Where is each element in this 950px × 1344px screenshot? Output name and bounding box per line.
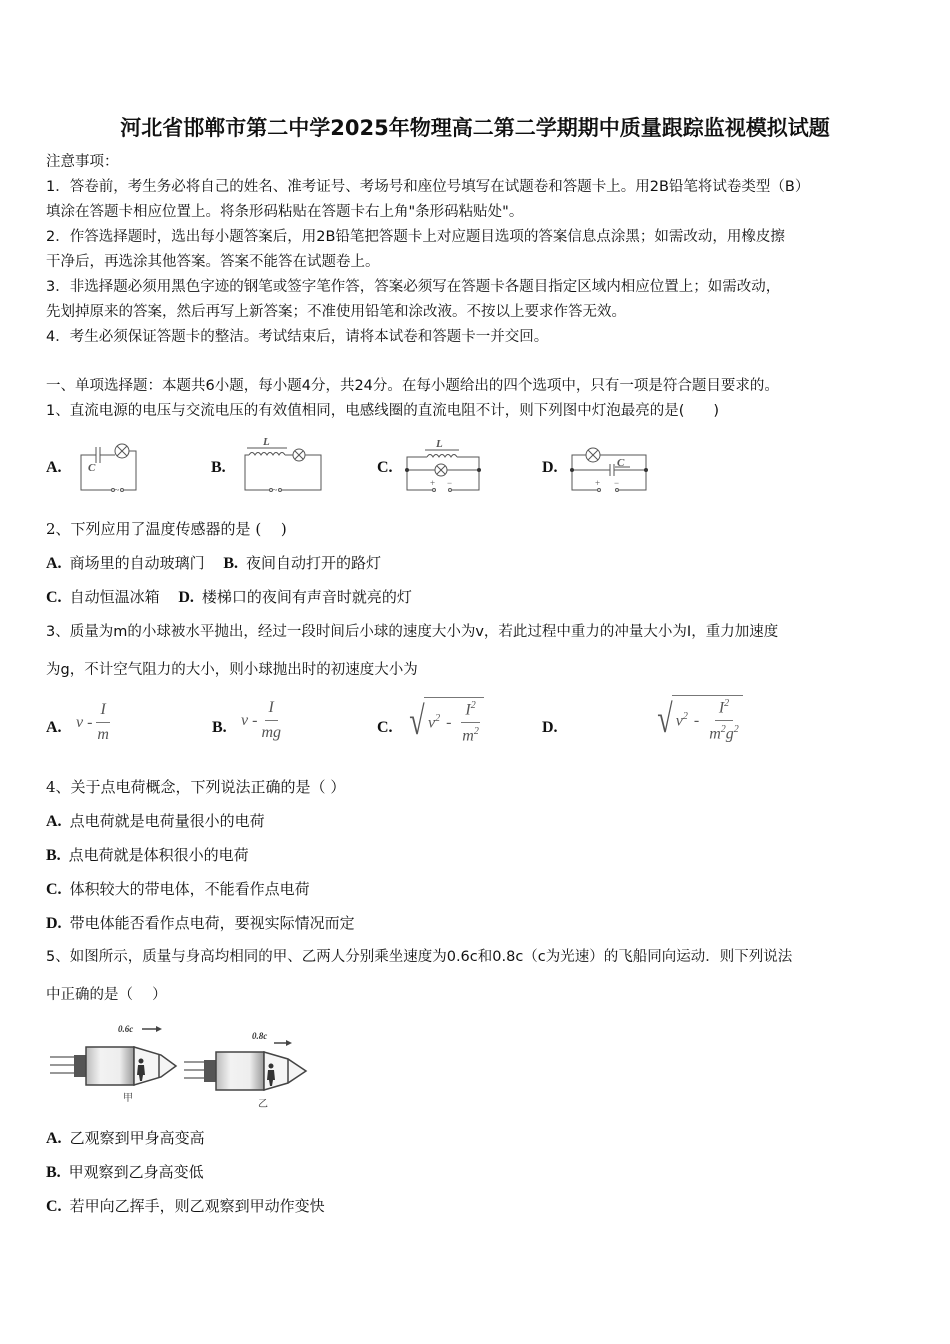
svg-text:C: C	[617, 457, 625, 469]
svg-text:C: C	[88, 462, 96, 474]
page-title: 河北省邯郸市第二中学2025年物理高二第二学期期中质量跟踪监视模拟试题	[120, 116, 830, 140]
option-a-label: A.	[46, 555, 62, 572]
option-c-label: C.	[46, 589, 62, 606]
option-b-text: 夜间自动打开的路灯	[246, 554, 382, 572]
option-c-text: 自动恒温冰箱	[69, 588, 160, 606]
svg-text:乙: 乙	[258, 1099, 268, 1110]
question-3-stem-line-1: 3、质量为m的小球被水平抛出，经过一段时间后小球的速度大小为v，若此过程中重力的冲量大小为Ⅰ，重力加速度	[46, 624, 779, 640]
question-2-options-row-2	[46, 587, 412, 608]
svg-text:0.8c: 0.8c	[252, 1031, 268, 1041]
option-a-label: A.	[46, 459, 62, 476]
question-3-stem-line-2: 为g，不计空气阻力的大小，则小球抛出时的初速度大小为	[46, 662, 418, 678]
svg-text:L: L	[263, 436, 270, 448]
question-5-option-c: C. 若甲向乙挥手，则乙观察到甲动作变快	[46, 1197, 325, 1215]
svg-text:−: −	[447, 478, 453, 488]
notice-line: 2．作答选择题时，选出每小题答案后，用2B铅笔把答题卡上对应题目选项的答案信息点涂黑；如需改动，用橡皮擦	[46, 229, 785, 245]
spaceships-figure	[46, 1015, 336, 1110]
inductor-parallel-lamp-circuit-icon	[403, 433, 488, 495]
svg-text:0.6c: 0.6c	[118, 1024, 134, 1034]
notice-line: 3．非选择题必须用黑色字迹的钢笔或签字笔作答，答案必须写在答题卡各题目指定区域内相应位置上；如需改动，	[46, 279, 781, 295]
option-b-formula: v - $\frac{I}{mg}$	[241, 699, 281, 741]
question-2-stem: 2、下列应用了温度传感器的是 ( )	[46, 520, 287, 538]
spaceship-1-icon	[50, 1024, 176, 1104]
sqrt-icon: √	[657, 696, 673, 742]
svg-text:+: +	[430, 478, 436, 488]
question-1-stem: 1、直流电源的电压与交流电压的有效值相同，电感线圈的直流电阻不计，则下列图中灯泡最亮的是( )	[46, 403, 720, 419]
lamp-parallel-capacitor-circuit-icon	[568, 433, 653, 495]
capacitor-lamp-circuit-icon	[76, 433, 176, 495]
question-1-options	[46, 433, 916, 495]
option-d-label: D.	[542, 459, 558, 476]
option-d-formula: √ $v^2$ - $\frac{I^2}{m^2g^2}$	[654, 695, 743, 744]
option-d-label: D.	[178, 589, 194, 606]
question-4-option-d: D. 带电体能否看作点电荷，要视实际情况而定	[46, 914, 355, 932]
spaceship-2-icon	[184, 1031, 306, 1110]
svg-text:+: +	[595, 478, 601, 488]
svg-text:~: ~	[114, 485, 120, 495]
option-d-label: D.	[542, 719, 558, 736]
inductor-lamp-circuit-icon	[241, 433, 331, 495]
option-a-text: 商场里的自动玻璃门	[69, 554, 205, 572]
question-5-stem-line-2: 中正确的是（ ）	[46, 987, 167, 1003]
option-b-label: B.	[223, 555, 239, 572]
option-c-label: C.	[377, 459, 393, 476]
question-5-stem-line-1: 5、如图所示，质量与身高均相同的甲、乙两人分别乘坐速度为0.6c和0.8c（c为光速）的飞船同向运动．则下列说法	[46, 949, 793, 965]
section-heading: 一、单项选择题：本题共6小题，每小题4分，共24分。在每小题给出的四个选项中，只有一项是符合题目要求的。	[46, 378, 779, 394]
question-4-stem: 4、关于点电荷概念，下列说法正确的是（ ）	[46, 778, 346, 796]
notice-line: 先划掉原来的答案，然后再写上新答案；不准使用铅笔和涂改液。不按以上要求作答无效。	[46, 304, 626, 320]
option-c-label: C.	[377, 719, 393, 736]
notice-line: 填涂在答题卡相应位置上。将条形码粘贴在答题卡右上角"条形码粘贴处"。	[46, 204, 524, 220]
question-3-options	[46, 695, 916, 760]
notice-heading: 注意事项：	[46, 154, 119, 170]
option-a-label: A.	[46, 719, 62, 736]
svg-text:甲: 甲	[123, 1093, 133, 1104]
notice-line: 4．考生必须保证答题卡的整洁。考试结束后，请将本试卷和答题卡一并交回。	[46, 329, 549, 345]
option-b-label: B.	[212, 719, 227, 736]
question-5-option-b: B. 甲观察到乙身高变低	[46, 1163, 204, 1181]
svg-text:−: −	[614, 478, 620, 488]
question-5-option-a: A. 乙观察到甲身高变高	[46, 1129, 205, 1147]
notice-line: 干净后，再选涂其他答案。答案不能答在试题卷上。	[46, 254, 380, 270]
question-4-option-b: B. 点电荷就是体积很小的电荷	[46, 846, 249, 864]
svg-text:L: L	[436, 438, 443, 450]
sqrt-icon: √	[409, 698, 425, 744]
question-2-options-row-1	[46, 553, 381, 574]
option-b-label: B.	[211, 459, 226, 476]
notice-line: 1．答卷前，考生务必将自己的姓名、准考证号、考场号和座位号填写在试题卷和答题卡上。用2B铅笔将试卷类型（B）	[46, 179, 810, 195]
question-4-option-c: C. 体积较大的带电体，不能看作点电荷	[46, 880, 310, 898]
option-a-formula: v - $\frac{I}{m}$	[76, 701, 109, 743]
svg-text:~: ~	[272, 485, 278, 495]
option-c-formula: √ $v^2$ - $\frac{I^2}{m^2}$	[406, 697, 484, 746]
question-4-option-a: A. 点电荷就是电荷量很小的电荷	[46, 812, 265, 830]
option-d-text: 楼梯口的夜间有声音时就亮的灯	[201, 588, 412, 606]
